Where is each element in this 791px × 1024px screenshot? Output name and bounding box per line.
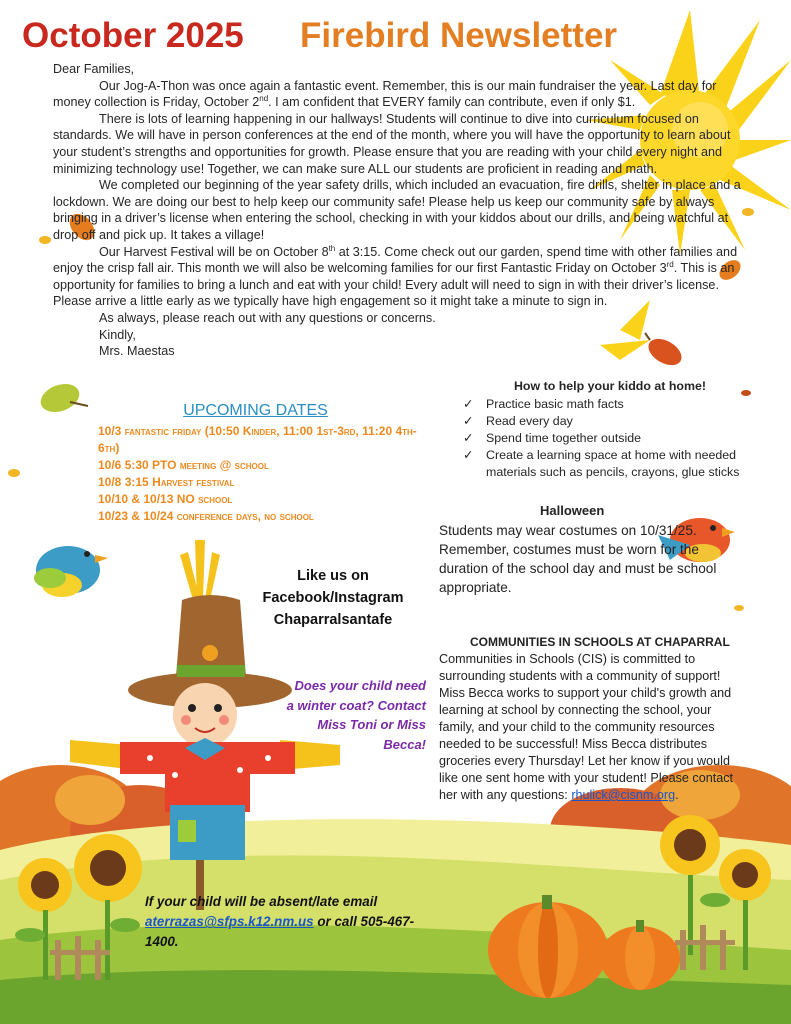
cis-title: COMMUNITIES IN SCHOOLS AT CHAPARRAL [470, 635, 730, 649]
blue-bird-illustration [34, 546, 108, 597]
winter-coat-notice: Does your child need a winter coat? Contact Miss Toni or Miss Becca! [286, 678, 426, 752]
upcoming-date-item: 10/23 & 10/24 conference days, no school [98, 509, 314, 523]
help-at-home-section [460, 378, 760, 481]
attendance-email-link[interactable]: aterrazas@sfps.k12.nm.us [145, 914, 314, 929]
upcoming-date-item: 10/10 & 10/13 NO school [98, 492, 233, 506]
newsletter-name-title: Firebird Newsletter [300, 16, 618, 55]
help-at-home-title: How to help your kiddo at home! [513, 379, 707, 393]
checkmark-icon: ✓ [463, 431, 474, 445]
social-platforms: Facebook/Instagram [262, 590, 404, 606]
letter-paragraph-safety: We completed our beginning of the year safety drills, which included an evacuation, fire drills, shelter in place and a lockdown. We are doing our best to help keep our community safe! Please help us keep our community safe by always bringing in a driver’s license when entering the school, checking in with your kiddos about our drills, and being watchful at drop off and pick up. It takes a village! [53, 178, 741, 242]
checkmark-icon: ✓ [463, 448, 474, 462]
letter-greeting: Dear Families, [53, 62, 135, 76]
letter-paragraph-jogathon: Our Jog-A-Thon was once again a fantastic event. Remember, this is our main fundraiser the year. Last day for money collection is Friday, October 2nd. I am confident that EVERY family can contribute, even if only $1. [53, 78, 717, 110]
cis-email-link[interactable]: rhulick@cisnm.org [571, 788, 676, 802]
absence-notice: If your child will be absent/late email aterrazas@sfps.k12.nm.us or call 505-467-1400. [145, 894, 415, 949]
cis-section: Communities in Schools (CIS) is committed to surrounding students with a community of support! Miss Becca works to support your child's growth and learning at school by connecting the school, your family, and your child to the community resources needed to be successful! Miss Becca distributes groceries every Thursday! Let her know if you would like one sent home with your student! Please contact her with any questions: rhulick@cisnm.org. [439, 652, 734, 802]
social-line: Like us on [297, 568, 369, 584]
help-item: ✓ Read every day [463, 414, 573, 428]
principal-letter [53, 61, 753, 360]
halloween-text: Students may wear costumes on 10/31/25. Remember, costumes must be worn for the duration of the school day and must be school appropriate. [439, 523, 717, 595]
upcoming-dates-title: UPCOMING DATES [183, 402, 328, 419]
letter-signature: Mrs. Maestas [99, 344, 175, 359]
help-item: ✓ Practice basic math facts [463, 397, 624, 411]
halloween-title: Halloween [540, 503, 605, 518]
help-item: ✓ Create a learning space at home with needed materials such as pencils, crayons, glue sticks [463, 448, 740, 479]
upcoming-date-item: 10/6 5:30 PTO meeting @ school [98, 458, 269, 472]
upcoming-dates-section [98, 402, 428, 525]
letter-closing: Kindly, [99, 327, 136, 342]
letter-paragraph-closing: As always, please reach out with any questions or concerns. [99, 310, 436, 325]
newsletter-month-title: October 2025 [22, 16, 244, 55]
upcoming-date-item: 10/8 3:15 Harvest festival [98, 475, 235, 489]
social-handle: Chaparralsantafe [273, 612, 393, 628]
checkmark-icon: ✓ [463, 397, 474, 411]
letter-paragraph-harvest: Our Harvest Festival will be on October 8th at 3:15. Come check out our garden, spend time with other families and enjoy the crisp fall air. This month we will also be welcoming families for our first Fantastic Friday on October 3rd. This is an opportunity for families to bring a lunch and eat with your child! Every adult will need to sign in with their driver’s license. Please arrive a little early as we typically have high engagement so it might take a minute to sign in. [53, 243, 738, 309]
help-item: ✓ Spend time together outside [463, 431, 641, 445]
letter-paragraph-learning: There is lots of learning happening in our hallways! Students will continue to dive into curriculum focused on standards. We will have in person conferences at the end of the month, where you will have the opportunity to learn about your student’s strengths and opportunities for growth. Please ensure that you are reading with your child every night and minimizing technology use! Together, we can make sure ALL our students are proficient in reading and math. [53, 111, 731, 176]
checkmark-icon: ✓ [463, 414, 474, 428]
upcoming-date-item: 10/3 fantastic friday (10:50 Kinder, 11:00 1st-3rd, 11:20 4th-6th) [98, 424, 417, 455]
social-media-section [248, 565, 418, 631]
